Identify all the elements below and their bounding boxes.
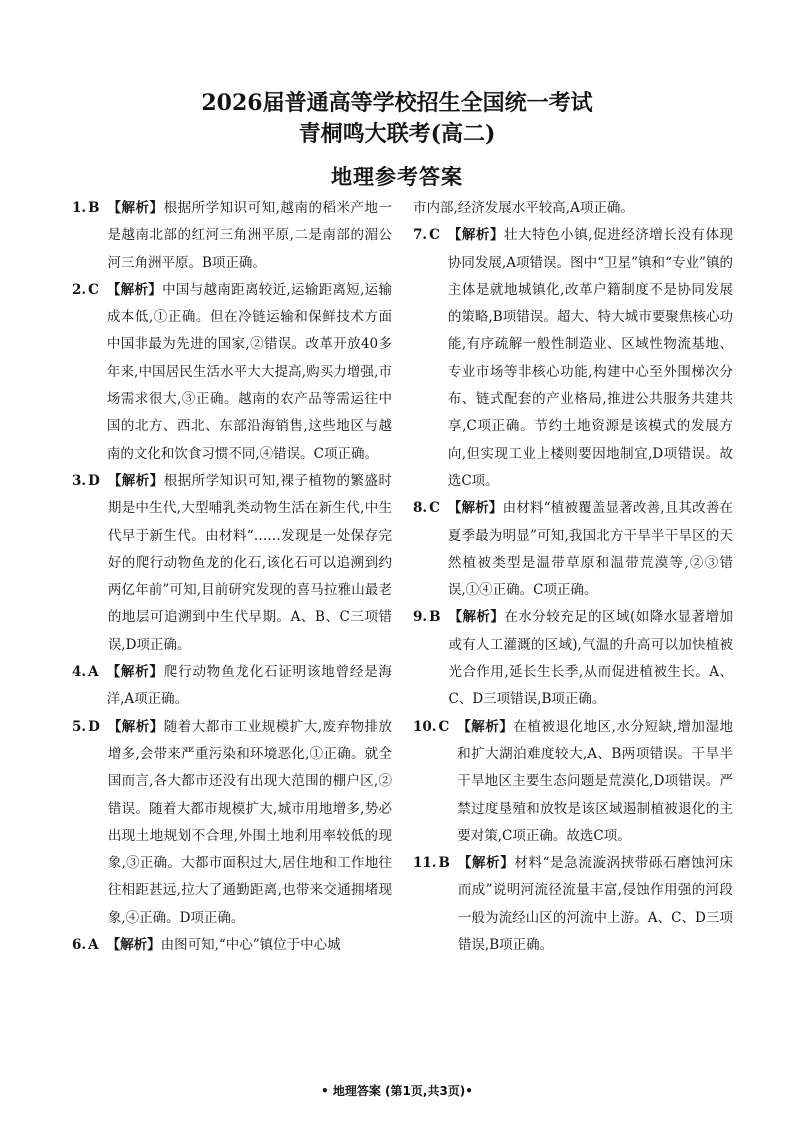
explanation-text: 在植被退化地区,水分短缺,增加湿地和扩大湖泊难度较大,A、B两项错误。干旱半干旱地区主要生态问题是荒漠化,D项错误。严禁过度垦殖和放牧是该区域遏制植被退化的主要对策,C项正确。故选C项。	[457, 718, 733, 844]
question-number: 2.	[72, 281, 87, 298]
question-4	[72, 659, 392, 714]
question-9	[413, 604, 733, 713]
left-column	[72, 195, 392, 959]
explanation-text: 壮大特色小镇,促进经济增长没有体现协同发展,A项错误。图中“卫星”镇和“专业”镇的主体是就地城镇化,改革户籍制度不是协同发展的策略,B项错误。超大、特大城市要聚焦核心功能,有序疏解一般性制造业、区域性物流基地、专业市场等非核心功能,构建中心至外围梯次分布、链式配套的产业格局,推进公共服务共建共享,C项正确。节约土地资源是该模式的发展方向,但实现工业上楼则要因地制宜,D项错误。故选C项。	[447, 227, 733, 489]
analysis-tag: 【解析】	[107, 718, 164, 735]
question-7	[413, 222, 733, 495]
question-10	[413, 714, 733, 850]
question-number: 3.	[72, 472, 87, 489]
question-number: 8.	[413, 500, 428, 517]
question-8	[413, 495, 733, 604]
answer-letter: A	[88, 937, 99, 954]
question-6	[72, 932, 392, 959]
question-6-continuation: 市内部,经济发展水平较高,A项正确。	[413, 200, 634, 216]
answer-letter: B	[429, 609, 441, 626]
question-2	[72, 277, 392, 468]
right-column	[413, 195, 733, 959]
analysis-tag: 【解析】	[107, 472, 164, 489]
analysis-tag: 【解析】	[457, 855, 515, 872]
question-3	[72, 468, 392, 659]
explanation-text: 由材料“植被覆盖显著改善,且其改善在夏季最为明显”可知,我国北方干旱半干旱区的天然植被类型是温带草原和温带荒漠等,②③错误,①④正确。C项正确。	[447, 500, 734, 599]
explanation-text: 根据所学知识可知,越南的稻米产地一是越南北部的红河三角洲平原,二是南部的湄公河三角洲平原。B项正确。	[107, 200, 393, 271]
answer-letter: B	[438, 855, 450, 872]
page-footer: • 地理答案 (第1页,共3页)•	[321, 1084, 473, 1098]
explanation-text: 根据所学知识可知,裸子植物的繁盛时期是中生代,大型哺乳类动物生活在新生代,中生代早于新生代。由材料“……发现是一处保存完好的爬行动物鱼龙的化石,该化石可以追溯到约两亿年前”可知,目前研究发现的喜马拉雅山最老的地层可追溯到中生代早期。A、B、C三项错误,D项正确。	[107, 472, 393, 653]
answer-letter: D	[88, 472, 100, 489]
question-number: 9.	[413, 609, 428, 626]
page-header	[0, 88, 794, 192]
question-1	[72, 195, 392, 277]
question-number: 4.	[72, 664, 87, 681]
analysis-tag: 【解析】	[447, 227, 505, 244]
explanation-text: 由图可知,“中心”镇位于中心城	[160, 937, 341, 954]
analysis-tag: 【解析】	[447, 500, 503, 517]
analysis-tag: 【解析】	[457, 718, 514, 735]
question-11	[413, 850, 733, 959]
question-number: 11.	[413, 855, 437, 872]
answer-letter: C	[88, 281, 99, 298]
exam-subtitle: 青桐鸣大联考(高二)	[298, 121, 496, 147]
analysis-tag: 【解析】	[107, 200, 164, 216]
exam-title: 2026届普通高等学校招生全国统一考试	[201, 90, 593, 116]
analysis-tag: 【解析】	[106, 281, 163, 298]
answer-letter: C	[429, 227, 440, 244]
answer-letter: C	[429, 500, 440, 517]
answer-letter: A	[88, 664, 99, 681]
explanation-text: 中国与越南距离较近,运输距离短,运输成本低,①正确。但在冷链运输和保鲜技术方面中国非最为先进的国家,②错误。改革开放40多年来,中国居民生活水平大大提高,购买力增强,市场需求很大,③正确。越南的农产品等需运往中国的北方、西北、东部沿海销售,这些地区与越南的文化和饮食习惯不同,④错误。C项正确。	[106, 281, 392, 462]
answer-letter: D	[88, 718, 100, 735]
answer-key-title: 地理参考答案	[331, 164, 463, 189]
question-number: 6.	[72, 937, 87, 954]
question-number: 10.	[413, 718, 437, 735]
question-number: 7.	[413, 227, 428, 244]
explanation-text: 随着大都市工业规模扩大,废弃物排放增多,会带来严重污染和环境恶化,①正确。就全国而言,各大都市还没有出现大范围的棚户区,②错误。随着大都市规模扩大,城市用地增多,势必出现土地规划不合理,外围土地利用率较低的现象,③正确。大都市面积过大,居住地和工作地往往相距甚远,拉大了通勤距离,也带来交通拥堵现象,④正确。D项正确。	[107, 718, 393, 926]
question-number: 1.	[72, 200, 87, 216]
explanation-text: 爬行动物鱼龙化石证明该地曾经是海洋,A项正确。	[106, 664, 393, 708]
question-number: 5.	[72, 718, 87, 735]
question-5	[72, 714, 392, 932]
answer-letter: B	[88, 200, 100, 216]
explanation-text: 材料“是急流漩涡挟带砾石磨蚀河床而成”说明河流径流量丰富,侵蚀作用强的河段一般为流经山区的河流中上游。A、C、D三项错误,B项正确。	[457, 855, 734, 954]
answer-letter: C	[438, 718, 450, 735]
analysis-tag: 【解析】	[106, 937, 161, 954]
analysis-tag: 【解析】	[448, 609, 505, 626]
analysis-tag: 【解析】	[106, 664, 164, 681]
explanation-text: 在水分较充足的区域(如降水显著增加或有人工灌溉的区域),气温的升高可以加快植被光合作用,延长生长季,从而促进植被生长。A、C、D三项错误,B项正确。	[448, 609, 733, 708]
